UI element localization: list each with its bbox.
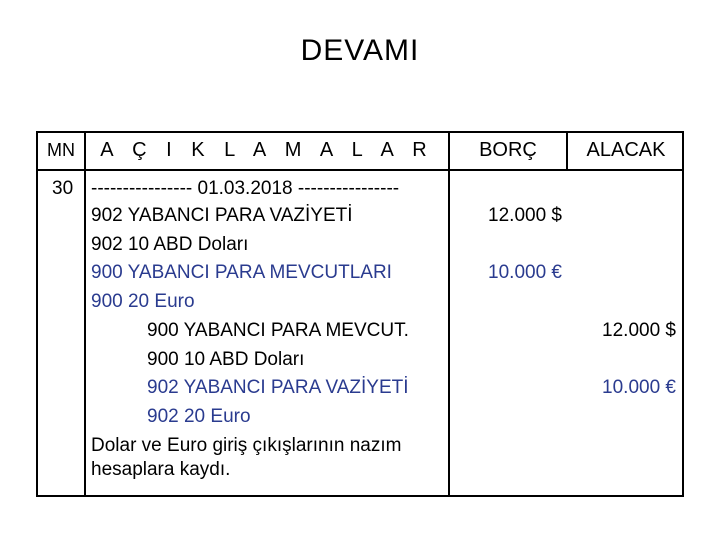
debit-amount-usd: 12.000 $ — [488, 205, 562, 226]
page-title: DEVAMI — [300, 34, 420, 67]
journal-table — [36, 131, 684, 497]
explanation-line-2: hesaplara kaydı. — [91, 459, 231, 480]
debit-account-2: 900 YABANCI PARA MEVCUTLARI — [91, 262, 392, 283]
entry-number: 30 — [52, 178, 74, 199]
credit-subaccount-1: 900 10 ABD Doları — [147, 349, 305, 370]
header-divider — [38, 169, 682, 171]
debit-amount-eur: 10.000 € — [488, 262, 562, 283]
column-divider-description — [448, 133, 450, 495]
credit-account-2: 902 YABANCI PARA VAZİYETİ — [147, 377, 409, 398]
debit-account-1: 902 YABANCI PARA VAZİYETİ — [91, 205, 353, 226]
debit-subaccount-2: 900 20 Euro — [91, 291, 195, 312]
date-line: ---------------- 01.03.2018 ---------------- — [91, 178, 400, 199]
header-borc: BORÇ — [479, 139, 537, 161]
explanation-line-1: Dolar ve Euro giriş çıkışlarının nazım — [91, 435, 402, 456]
column-divider-mn — [84, 133, 86, 495]
credit-amount-usd: 12.000 $ — [602, 320, 676, 341]
credit-subaccount-2: 902 20 Euro — [147, 406, 251, 427]
credit-amount-eur: 10.000 € — [602, 377, 676, 398]
debit-subaccount-1: 902 10 ABD Doları — [91, 234, 249, 255]
header-alacak: ALACAK — [586, 139, 666, 161]
header-description: A Ç I K L A M A L A R — [100, 139, 434, 161]
header-mn: MN — [47, 140, 75, 160]
credit-account-1: 900 YABANCI PARA MEVCUT. — [147, 320, 409, 341]
